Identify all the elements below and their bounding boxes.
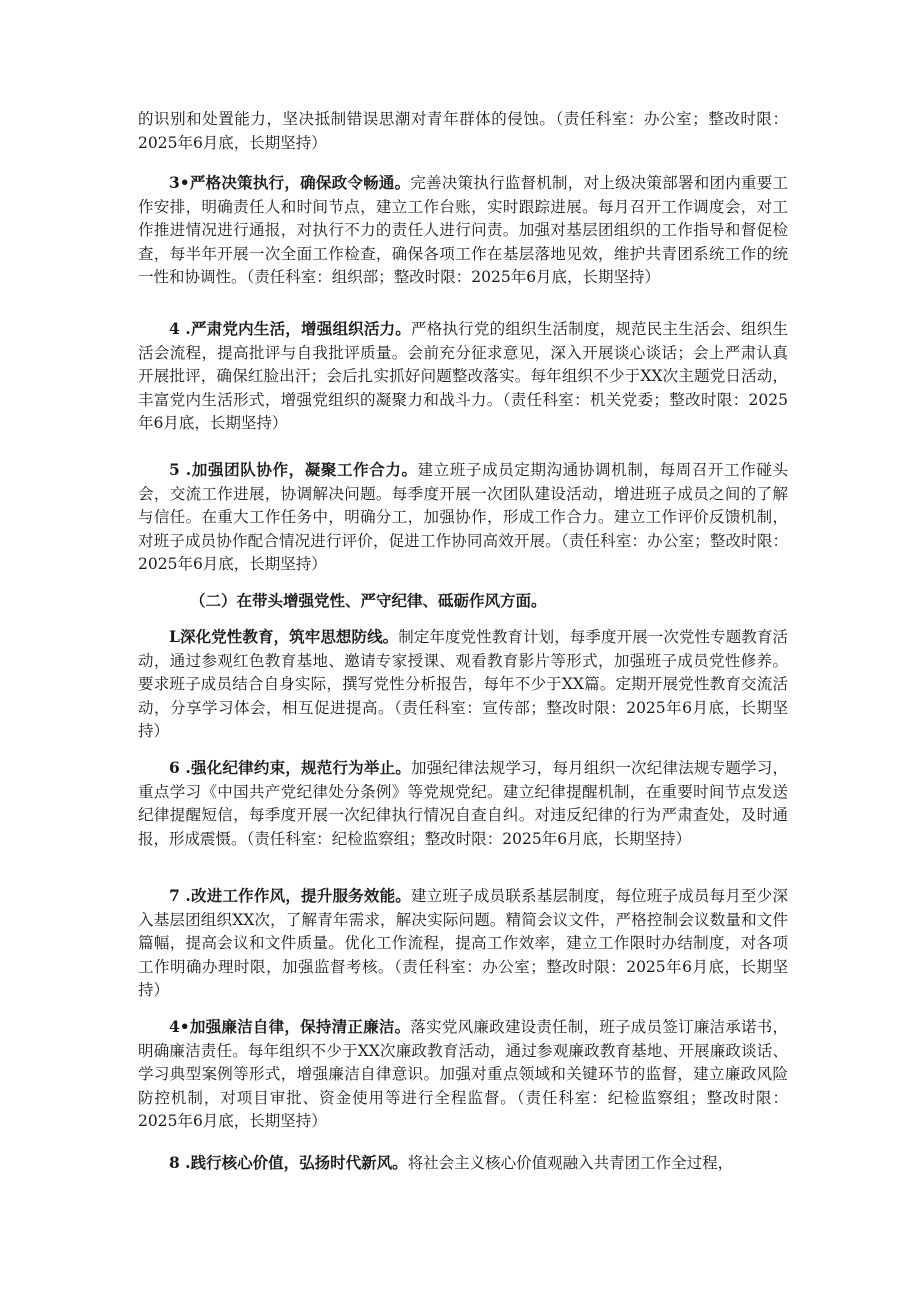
paragraph-text: 建立班子成员定期沟通协调机制，每周召开工作碰头会，交流工作进展，协调解决问题。每季度开展一次团队建设活动，增进班子成员之间的了解与信任。在重大工作任务中，明确分工，加强协作，形成工作合力。建立工作评价反馈机制，对班子成员协作配合情况进行评价，促进工作协同高效开展。（责任科室：办公室；整改时限：2025年6月底，长期坚持） — [138, 461, 788, 574]
paragraph-item-7 — [138, 884, 788, 1003]
paragraph-lead: 3•严格决策执行，确保政令畅通。 — [169, 173, 411, 192]
paragraph-item-4b — [138, 1015, 788, 1134]
paragraph-text: 的识别和处置能力，坚决抵制错误思潮对青年群体的侵蚀。（责任科室：办公室；整改时限：2025年6月底，长期坚持） — [138, 110, 788, 152]
paragraph-lead: 5 .加强团队协作，凝聚工作合力。 — [169, 460, 418, 479]
paragraph-text: 完善决策执行监督机制，对上级决策部署和团内重要工作安排，明确责任人和时间节点，建立工作台账，实时跟踪进展。每月召开工作调度会，对工作推进情况进行通报，对执行不力的责任人进行问责。加强对基层团组织的工作指导和督促检查，每半年开展一次全面工作检查，确保各项工作在基层落地见效，维护共青团系统工作的统一性和协调性。（责任科室：组织部；整改时限：2025年6月底，长期坚持） — [138, 174, 788, 287]
paragraph-lead: L深化党性教育，筑牢思想防线。 — [169, 627, 399, 646]
paragraph-lead: 6 .强化纪律约束，规范行为举止。 — [169, 758, 412, 777]
paragraph-item-4 — [138, 317, 788, 436]
paragraph-lead: 4•加强廉洁自律，保持清正廉洁。 — [169, 1017, 411, 1036]
paragraph-text: 将社会主义核心价值观融入共青团工作全过程， — [407, 1154, 734, 1172]
paragraph-item-3 — [138, 171, 788, 290]
paragraph-item-8 — [138, 1151, 788, 1176]
paragraph-lead: 4 .严肃党内生活，增强组织活力。 — [169, 319, 412, 338]
paragraph-lead: 8 .践行核心价值，弘扬时代新风。 — [169, 1153, 408, 1172]
paragraph-item-5 — [138, 458, 788, 577]
paragraph-item-6 — [138, 756, 788, 851]
paragraph-item-l — [138, 625, 788, 744]
section-heading: （二）在带头增强党性、严守纪律、砥砺作风方面。 — [190, 591, 547, 610]
paragraph-continuation — [138, 108, 788, 155]
paragraph-text: 落实党风廉政建设责任制，班子成员签订廉洁承诺书，明确廉洁责任。每年组织不少于XX次廉政教育活动，通过参观廉政教育基地、开展廉政谈话、学习典型案例等形式，增强廉洁自律意识。加强对重点领域和关键环节的监督，建立廉政风险防控机制，对项目审批、资金使用等进行全程监督。（责任科室：纪检监察组；整改时限：2025年6月底，长期坚持） — [138, 1018, 788, 1131]
paragraph-text: 严格执行党的组织生活制度，规范民主生活会、组织生活会流程，提高批评与自我批评质量。会前充分征求意见，深入开展谈心谈话；会上严肃认真开展批评，确保红脸出汗；会后扎实抓好问题整改落实。每年组织不少于XX次主题党日活动，丰富党内生活形式，增强党组织的凝聚力和战斗力。（责任科室：机关党委；整改时限：2025年6月底，长期坚持） — [138, 320, 788, 433]
paragraph-text: 制定年度党性教育计划，每季度开展一次党性专题教育活动，通过参观红色教育基地、邀请专家授课、观看教育影片等形式，加强班子成员党性修养。要求班子成员结合自身实际，撰写党性分析报告，每年不少于XX篇。定期开展党性教育交流活动，分享学习体会，相互促进提高。（责任科室：宣传部；整改时限：2025年6月底，长期坚持） — [138, 628, 788, 741]
paragraph-lead: 7 .改进工作作风，提升服务效能。 — [169, 886, 412, 905]
paragraph-text: 加强纪律法规学习，每月组织一次纪律法规专题学习，重点学习《中国共产党纪律处分条例》等党规党纪。建立纪律提醒机制，在重要时间节点发送纪律提醒短信，每季度开展一次纪律执行情况自查自纠。对违反纪律的行为严肃查处，及时通报，形成震慑。（责任科室：纪检监察组；整改时限：2025年6月底，长期坚持） — [138, 759, 788, 848]
paragraph-text: 建立班子成员联系基层制度，每位班子成员每月至少深入基层团组织XX次，了解青年需求，解决实际问题。精简会议文件，严格控制会议数量和文件篇幅，提高会议和文件质量。优化工作流程，提高工作效率，建立工作限时办结制度，对各项工作明确办理时限，加强监督考核。（责任科室：办公室；整改时限：2025年6月底，长期坚持） — [138, 887, 788, 1000]
